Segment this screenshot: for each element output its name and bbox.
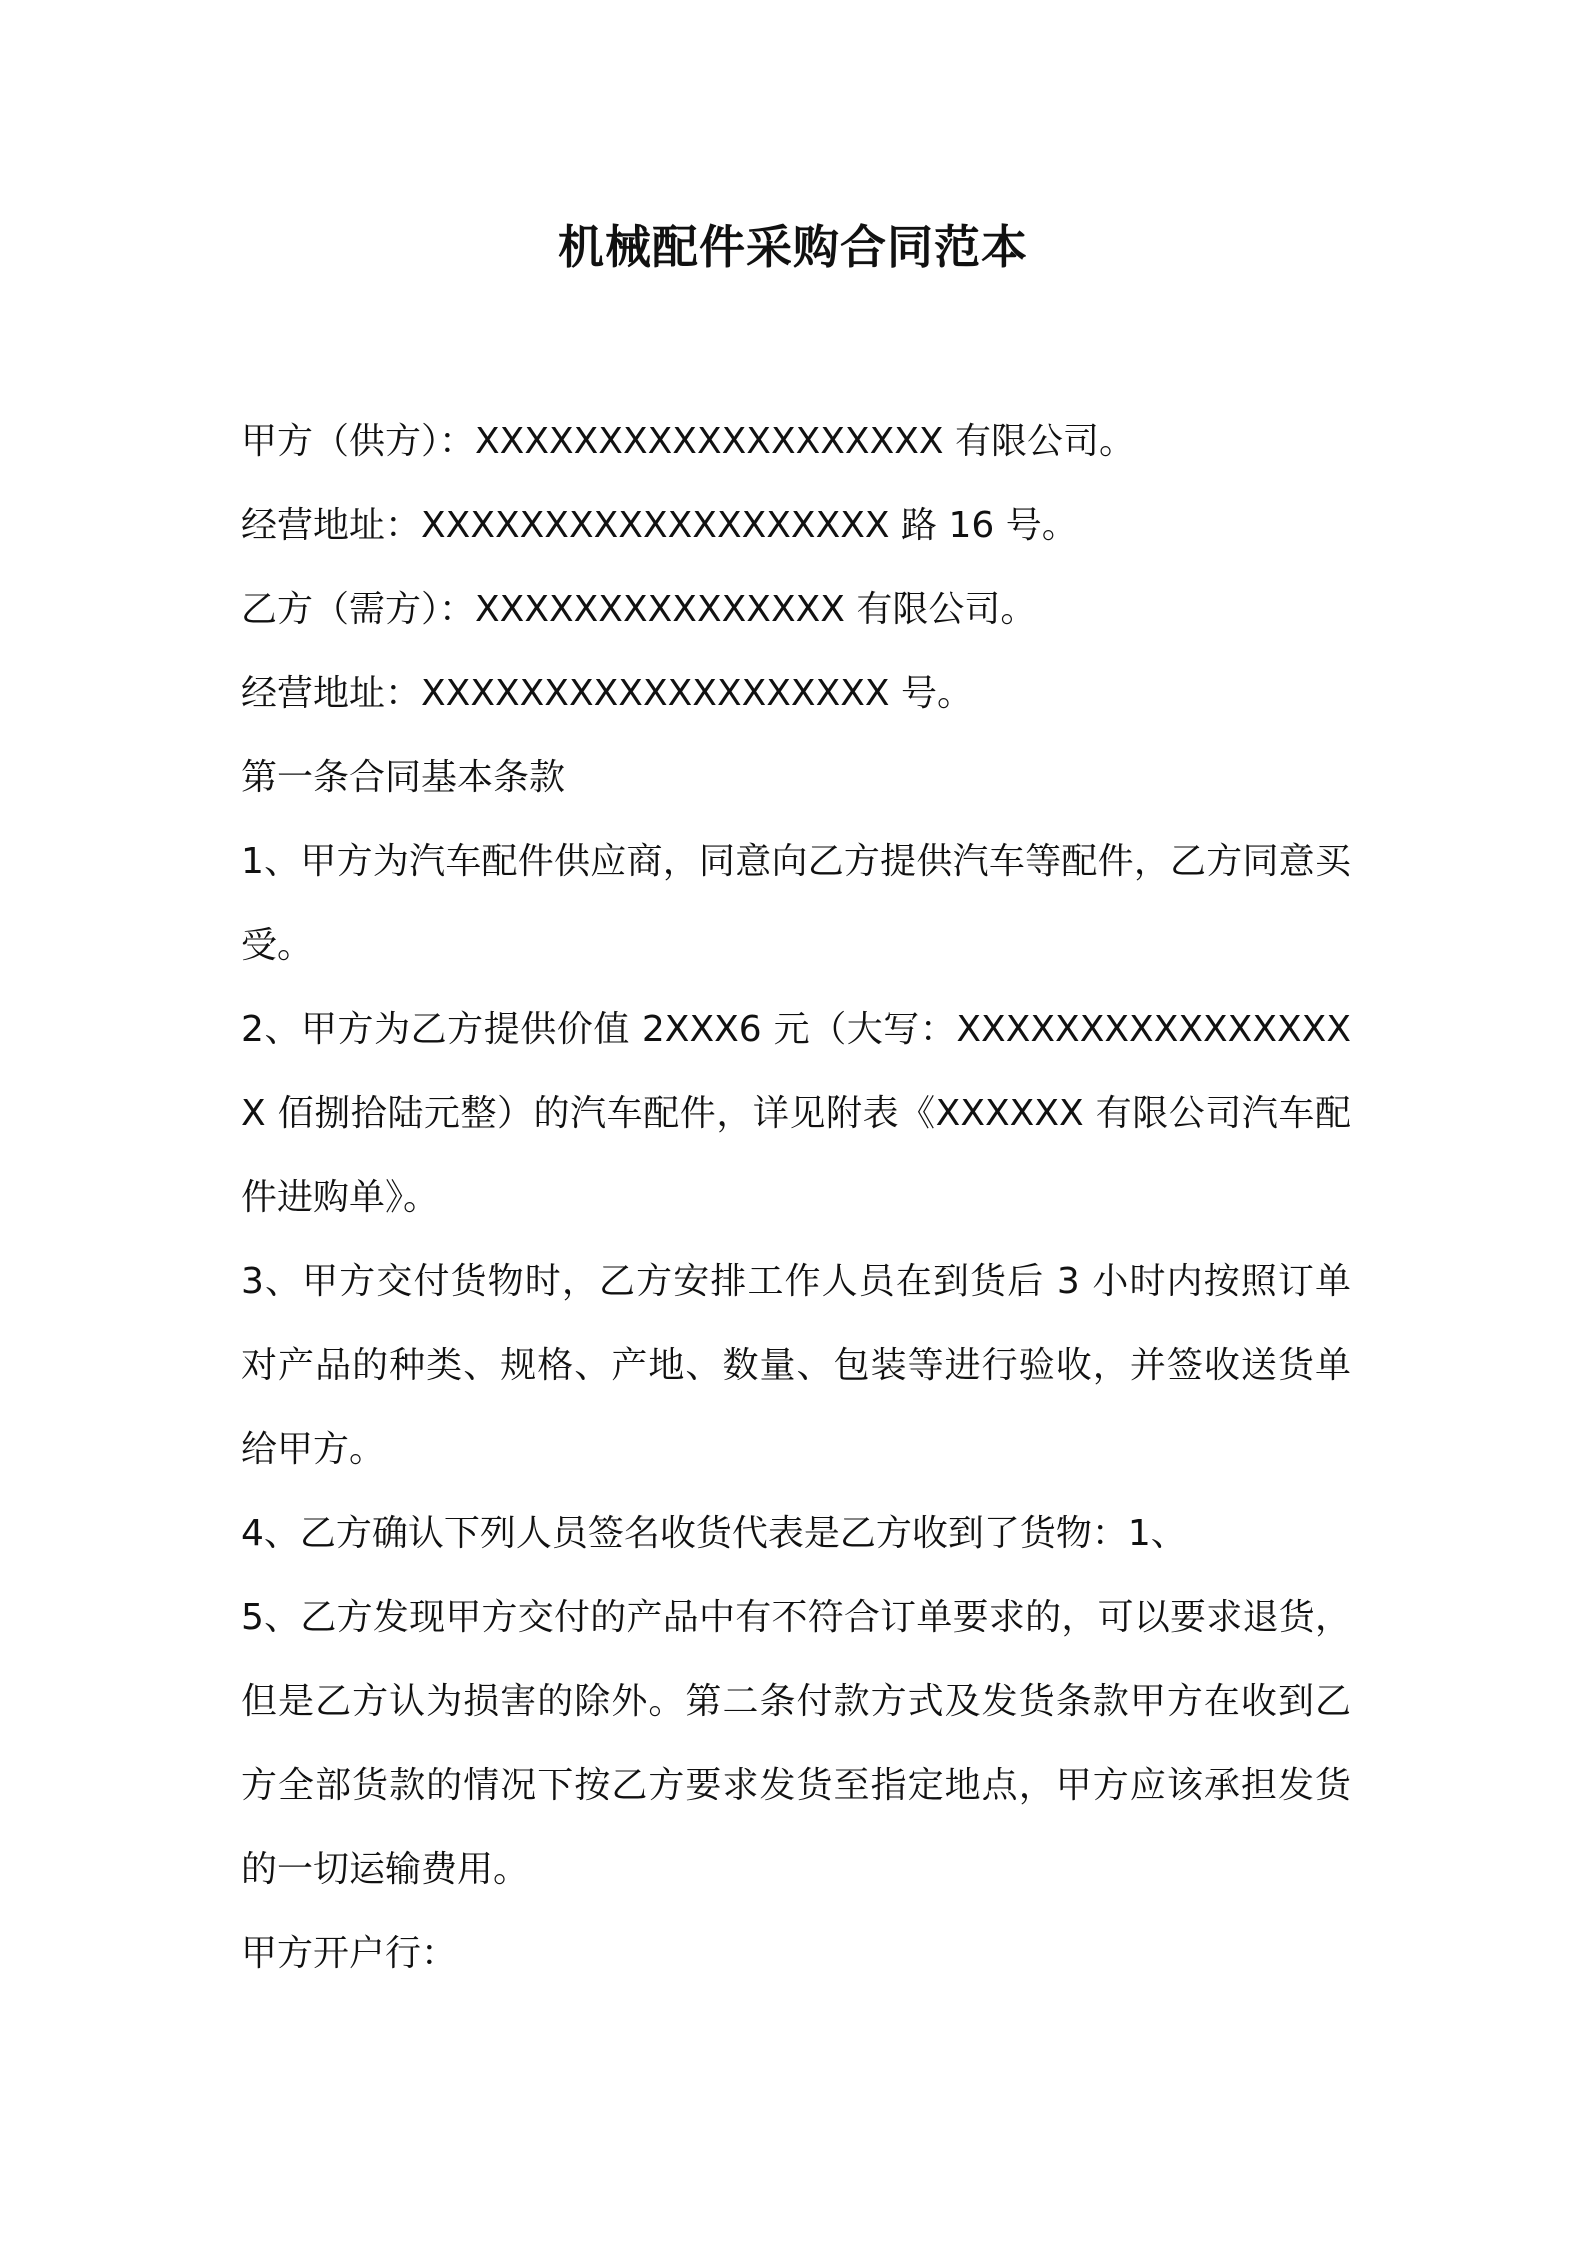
party-a-line: 甲方（供方）：XXXXXXXXXXXXXXXXXXX 有限公司。: [241, 421, 1136, 462]
party-a-bank-line: 甲方开户行：: [241, 1933, 458, 1974]
clause-3: 3、甲方交付货物时，乙方安排工作人员在到货后 3 小时内按照订单对产品的种类、规格、产地、数量、包装等进行验收，并签收送货单给甲方。: [241, 1261, 1351, 1470]
party-b-line: 乙方（需方）：XXXXXXXXXXXXXXX 有限公司。: [241, 589, 1037, 630]
party-b-address: 经营地址：XXXXXXXXXXXXXXXXXXX 号。: [241, 673, 974, 714]
clause-1: 1、甲方为汽车配件供应商，同意向乙方提供汽车等配件，乙方同意买受。: [241, 841, 1351, 966]
document-body: [241, 400, 1351, 1996]
section-heading-1: 第一条合同基本条款: [241, 757, 566, 798]
party-a-address: 经营地址：XXXXXXXXXXXXXXXXXXX 路 16 号。: [241, 505, 1078, 546]
clause-5: 5、乙方发现甲方交付的产品中有不符合订单要求的，可以要求退货，但是乙方认为损害的除外。第二条付款方式及发货条款甲方在收到乙方全部货款的情况下按乙方要求发货至指定地点，甲方应该承担发货的一切运输费用。: [241, 1597, 1351, 1890]
clause-4: 4、乙方确认下列人员签名收货代表是乙方收到了货物：1、: [241, 1513, 1187, 1554]
document-title: 机械配件采购合同范本: [558, 220, 1028, 274]
clause-2: 2、甲方为乙方提供价值 2XXX6 元（大写：XXXXXXXXXXXXXXXXX 佰捌拾陆元整）的汽车配件，详见附表《XXXXXX 有限公司汽车配件进购单》。: [241, 1009, 1351, 1218]
